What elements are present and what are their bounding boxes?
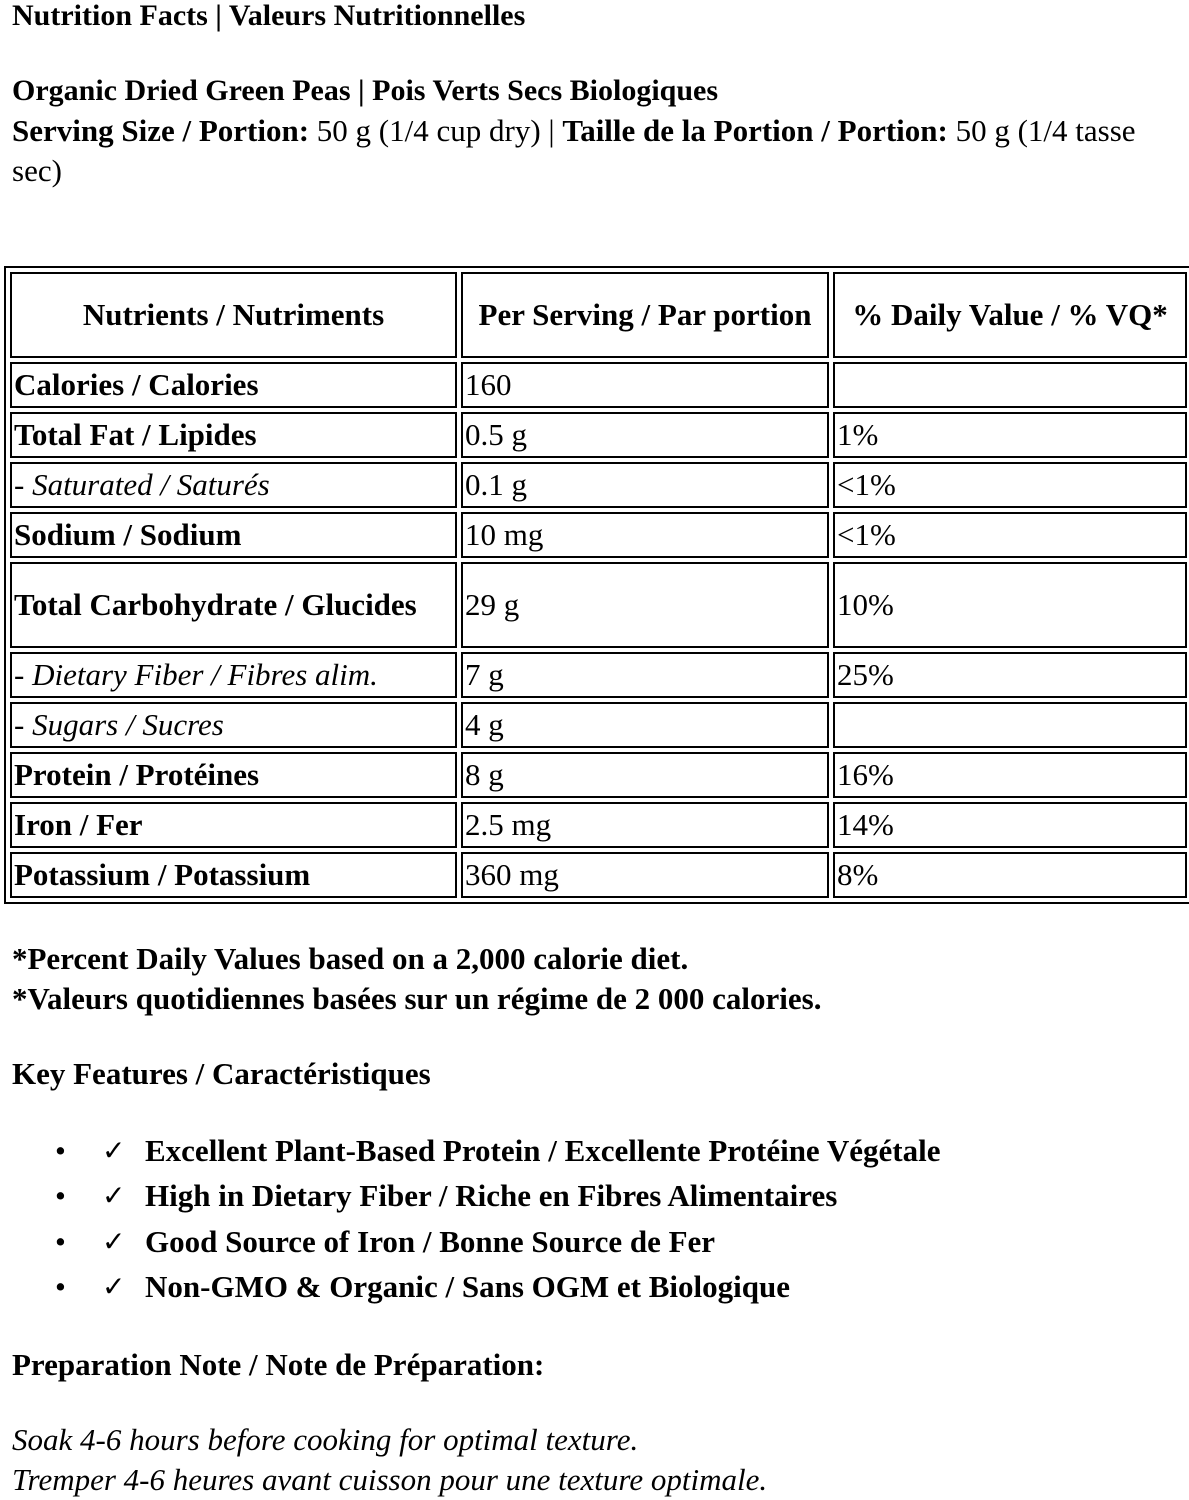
checkmark-icon: ✓ [102, 1134, 126, 1167]
bullet-icon: • [55, 1133, 66, 1168]
feature-text: Non-GMO & Organic / Sans OGM et Biologique [145, 1268, 790, 1304]
preparation-heading: Preparation Note / Note de Préparation: [12, 1347, 545, 1382]
nutrient-dv: 14% [833, 802, 1187, 848]
table-row [10, 562, 1187, 648]
footnote-fr: *Valeurs quotidiennes basées sur un régime de 2 000 calories. [12, 981, 822, 1016]
nutrient-name: Sodium / Sodium [10, 512, 457, 558]
nutrient-amount: 8 g [461, 752, 829, 798]
table-row [10, 752, 1187, 798]
nutrient-name: Calories / Calories [10, 362, 457, 408]
bullet-icon: • [55, 1268, 66, 1304]
nutrient-dv: <1% [833, 512, 1187, 558]
nutrient-name: Potassium / Potassium [10, 852, 457, 898]
nutrient-dv: 1% [833, 412, 1187, 458]
feature-text: Excellent Plant-Based Protein / Excellente Protéine Végétale [145, 1133, 941, 1168]
nutrient-amount: 360 mg [461, 852, 829, 898]
nutrient-dv: 8% [833, 852, 1187, 898]
nutrient-dv [833, 362, 1187, 408]
nutrient-amount: 4 g [461, 702, 829, 748]
nutrient-dv: 16% [833, 752, 1187, 798]
table-row [10, 702, 1187, 748]
checkmark-icon: ✓ [102, 1269, 126, 1303]
nutrient-name: Total Fat / Lipides [10, 412, 457, 458]
product-name: Organic Dried Green Peas | Pois Verts Secs Biologiques [12, 74, 719, 107]
feature-text: High in Dietary Fiber / Riche en Fibres Alimentaires [145, 1178, 838, 1214]
nutrient-amount: 10 mg [461, 512, 829, 558]
serving-separator: | [548, 113, 555, 148]
nutrient-name: Iron / Fer [10, 802, 457, 848]
feature-text: Good Source of Iron / Bonne Source de Fer [145, 1223, 716, 1259]
table-row [10, 852, 1187, 898]
serving-value-en: 50 g (1/4 cup dry) [316, 113, 541, 148]
nutrient-amount: 0.5 g [461, 412, 829, 458]
table-row [10, 462, 1187, 508]
table-row [10, 362, 1187, 408]
bullet-icon: • [55, 1223, 66, 1259]
bullet-icon: • [55, 1178, 66, 1214]
nutrient-name: - Dietary Fiber / Fibres alim. [10, 652, 457, 698]
checkmark-icon: ✓ [102, 1224, 126, 1258]
nutrient-amount: 7 g [461, 652, 829, 698]
header-daily-value: % Daily Value / % VQ* [833, 272, 1187, 358]
page-title: Nutrition Facts | Valeurs Nutritionnelles [12, 0, 526, 32]
serving-value-fr: 50 g (1/4 tasse sec) [12, 113, 1136, 188]
features-heading: Key Features / Caractéristiques [12, 1056, 431, 1091]
header-per-serving: Per Serving / Par portion [461, 272, 829, 358]
nutrient-amount: 29 g [461, 562, 829, 648]
checkmark-icon: ✓ [102, 1179, 126, 1213]
table-row [10, 412, 1187, 458]
table-row [10, 802, 1187, 848]
preparation-note-en: Soak 4-6 hours before cooking for optimal texture. [12, 1422, 639, 1457]
footnotes [12, 939, 821, 1019]
nutrient-dv: <1% [833, 462, 1187, 508]
serving-label-fr: Taille de la Portion / Portion: [562, 113, 948, 148]
nutrient-amount: 2.5 mg [461, 802, 829, 848]
nutrient-name: - Sugars / Sucres [10, 702, 457, 748]
table-row [10, 512, 1187, 558]
table-header-row [10, 272, 1187, 358]
nutrient-name: - Saturated / Saturés [10, 462, 457, 508]
nutrient-dv: 10% [833, 562, 1187, 648]
table-row [10, 652, 1187, 698]
nutrient-amount: 0.1 g [461, 462, 829, 508]
header-nutrients: Nutrients / Nutriments [10, 272, 457, 358]
nutrient-name: Total Carbohydrate / Glucides [10, 562, 457, 648]
nutrition-table [4, 266, 1189, 904]
nutrient-dv [833, 702, 1187, 748]
nutrient-amount: 160 [461, 362, 829, 408]
nutrient-name: Protein / Protéines [10, 752, 457, 798]
serving-size [12, 111, 1172, 191]
nutrient-dv: 25% [833, 652, 1187, 698]
preparation-note-fr: Tremper 4-6 heures avant cuisson pour une texture optimale. [12, 1462, 768, 1497]
serving-label-en: Serving Size / Portion: [12, 113, 310, 148]
footnote-en: *Percent Daily Values based on a 2,000 calorie diet. [12, 941, 689, 976]
